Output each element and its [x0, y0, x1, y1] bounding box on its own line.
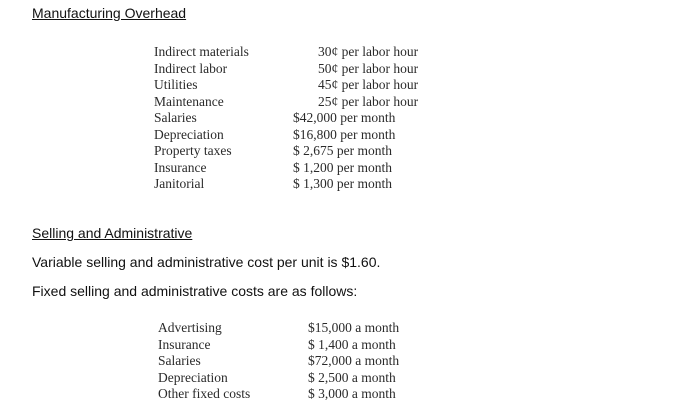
cost-amount: $ 3,000 a month	[308, 386, 396, 401]
cost-label: Utilities	[154, 77, 198, 92]
selling-administrative-table	[158, 320, 458, 403]
selling-administrative-heading: Selling and Administrative	[32, 225, 193, 241]
cost-label: Insurance	[158, 336, 211, 352]
table-row	[158, 320, 458, 337]
cost-label: Indirect materials	[154, 44, 249, 59]
fixed-cost-intro-text: Fixed selling and administrative costs are as follows:	[32, 283, 358, 299]
cost-amount: 30¢ per labor hour	[318, 44, 419, 59]
cost-label: Property taxes	[154, 143, 232, 158]
cost-label: Maintenance	[154, 93, 224, 109]
table-row	[154, 110, 454, 127]
table-row	[154, 61, 454, 78]
cost-amount: $ 1,200 per month	[293, 159, 392, 175]
cost-amount: $72,000 a month	[308, 353, 400, 368]
cost-label: Insurance	[154, 159, 207, 175]
cost-label: Other fixed costs	[158, 386, 251, 401]
cost-amount: $15,000 a month	[308, 320, 400, 335]
table-row	[154, 143, 454, 160]
table-row	[158, 370, 458, 387]
cost-label: Janitorial	[154, 176, 205, 191]
variable-cost-text: Variable selling and administrative cost per unit is $1.60.	[32, 254, 381, 270]
cost-label: Salaries	[158, 353, 201, 368]
cost-amount: $ 1,400 a month	[308, 336, 396, 352]
manufacturing-overhead-heading: Manufacturing Overhead	[32, 5, 187, 21]
table-row	[154, 160, 454, 177]
cost-label: Advertising	[158, 320, 222, 335]
cost-label: Indirect labor	[154, 60, 228, 76]
cost-amount: $42,000 per month	[293, 110, 396, 125]
cost-amount: 25¢ per labor hour	[318, 93, 419, 109]
table-row	[154, 176, 454, 193]
table-row	[158, 386, 458, 403]
cost-amount: $ 1,300 per month	[293, 176, 392, 191]
cost-amount: 45¢ per labor hour	[318, 77, 419, 92]
table-row	[154, 94, 454, 111]
table-row	[154, 127, 454, 144]
cost-label: Depreciation	[158, 369, 228, 385]
cost-label: Depreciation	[154, 126, 224, 142]
cost-amount: $ 2,675 per month	[293, 143, 392, 158]
cost-amount: 50¢ per labor hour	[318, 60, 419, 76]
cost-amount: $ 2,500 a month	[308, 369, 396, 385]
table-row	[158, 337, 458, 354]
table-row	[158, 353, 458, 370]
table-row	[154, 44, 454, 61]
cost-amount: $16,800 per month	[293, 126, 396, 142]
manufacturing-overhead-table	[154, 44, 454, 193]
table-row	[154, 77, 454, 94]
cost-label: Salaries	[154, 110, 197, 125]
